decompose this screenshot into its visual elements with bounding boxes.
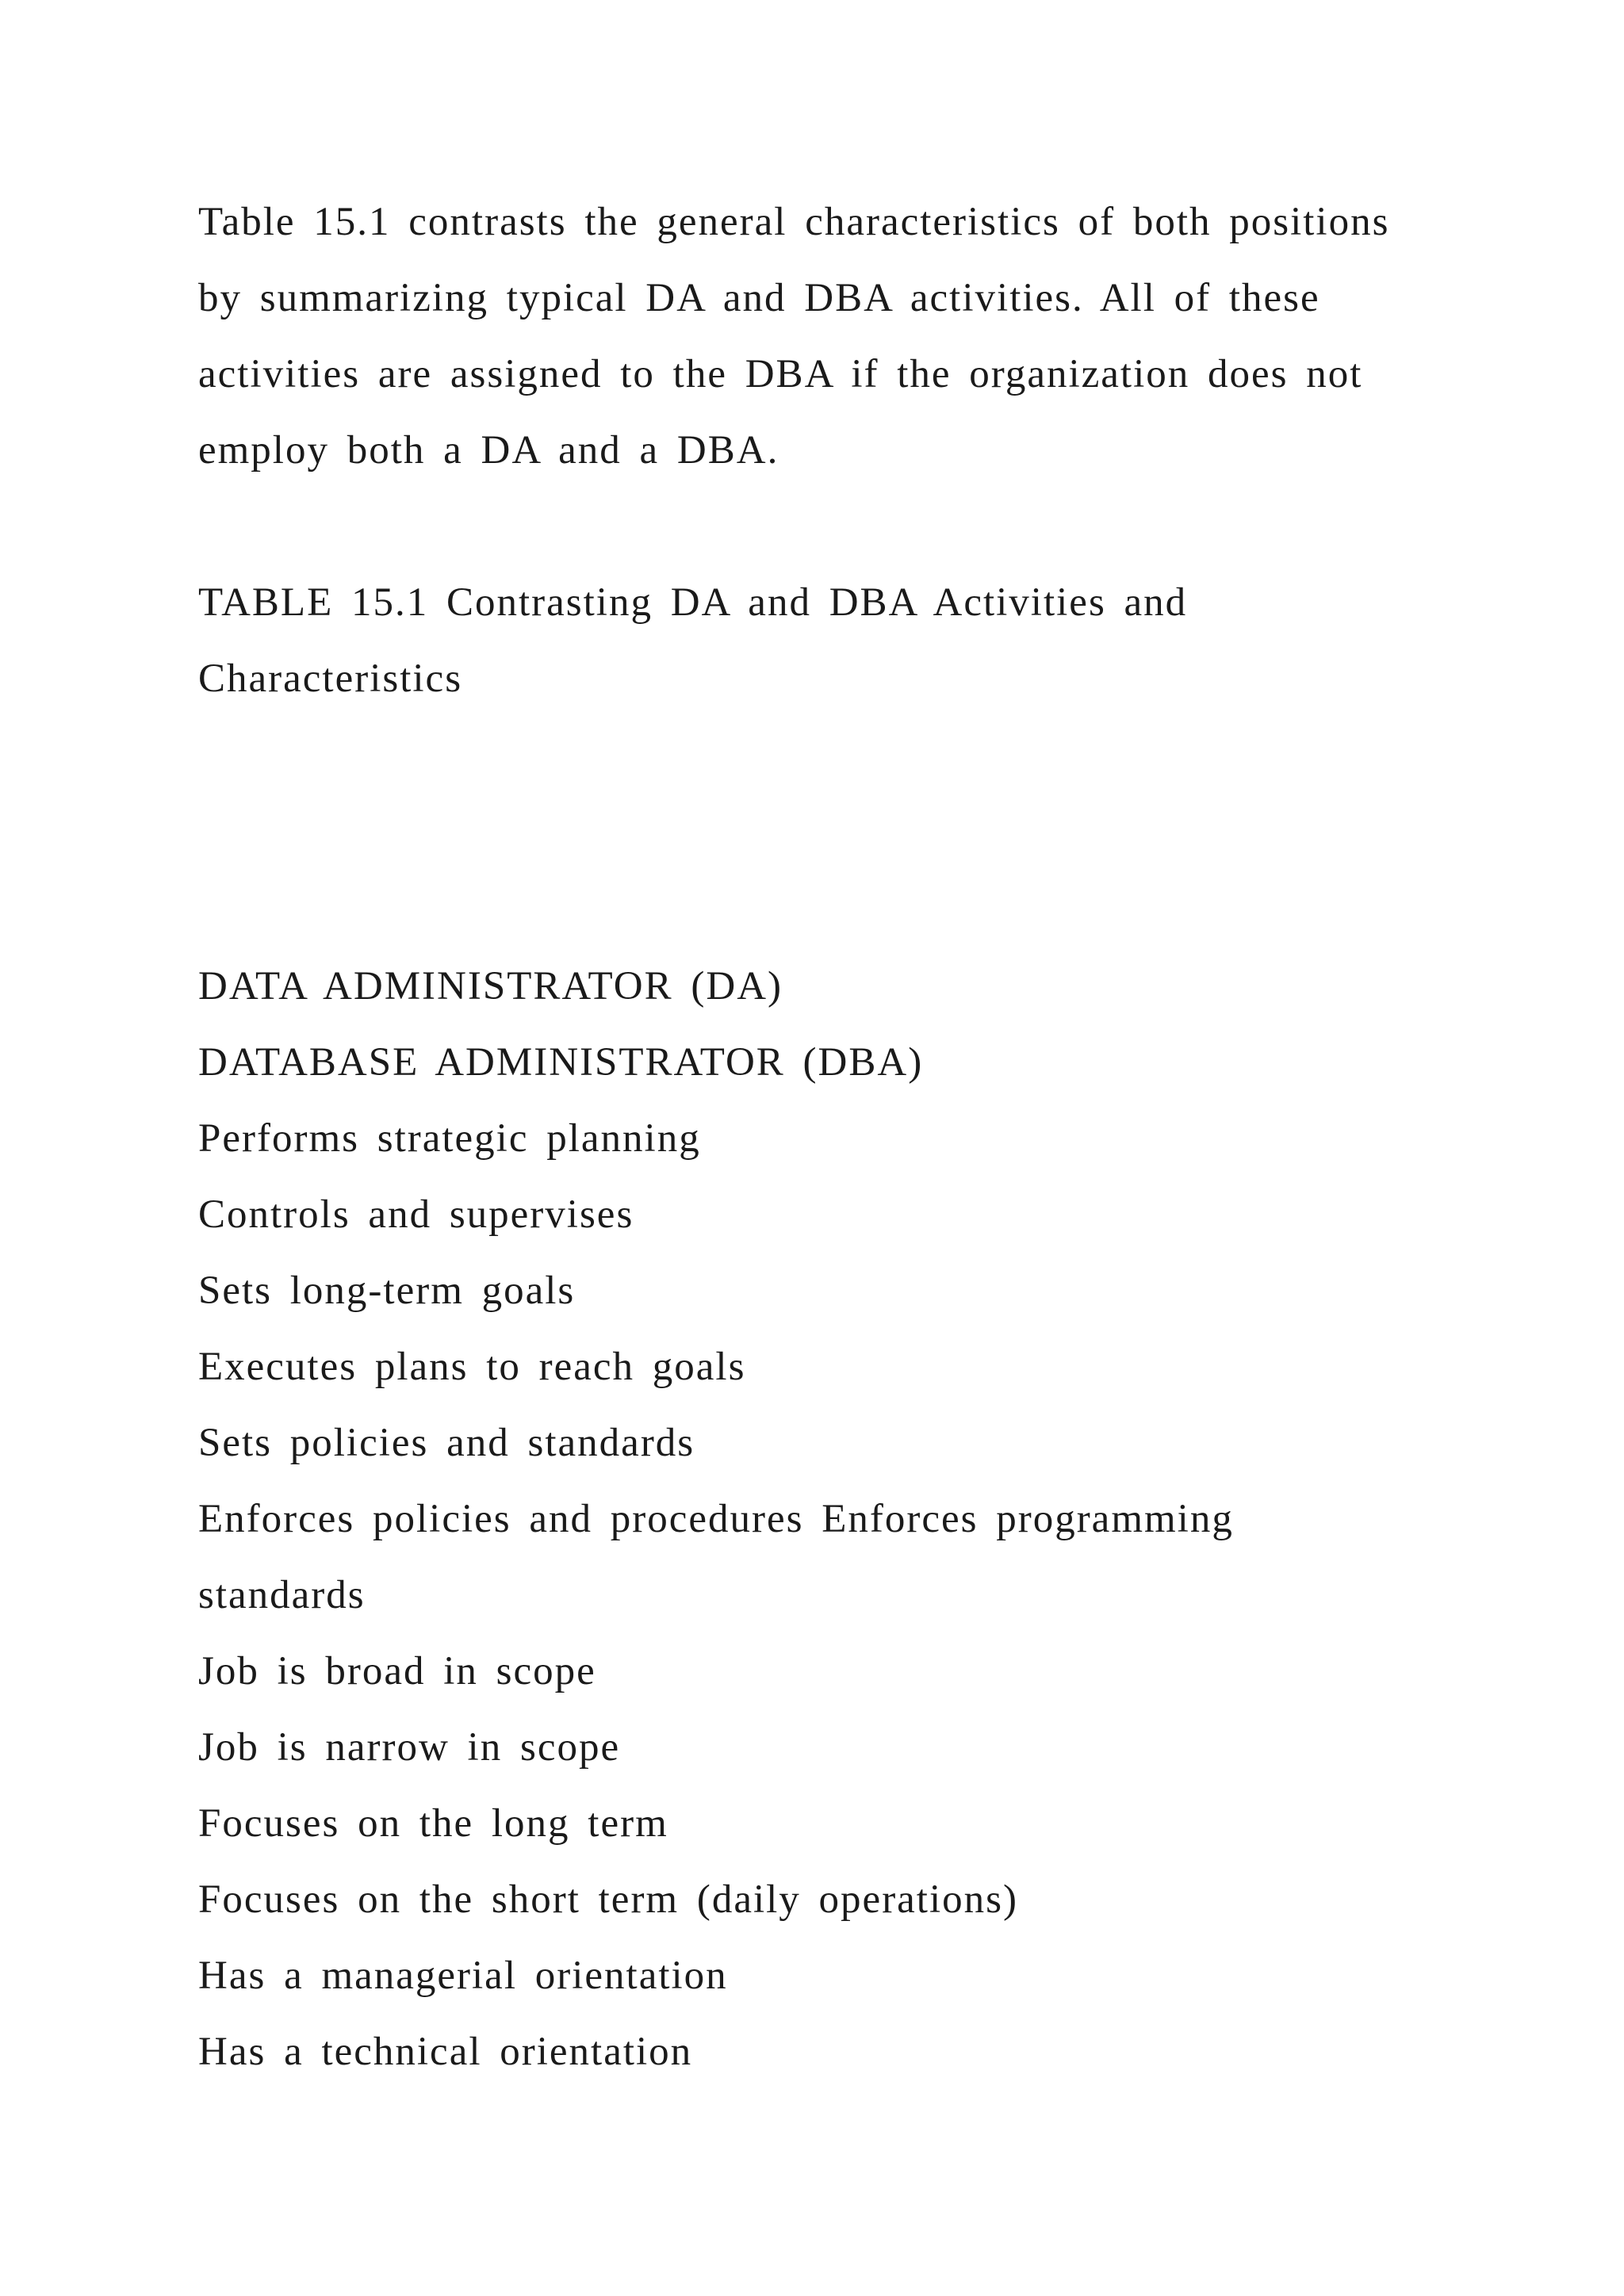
caption-line: TABLE 15.1 Contrasting DA and DBA Activities and bbox=[198, 580, 1188, 625]
table-row: Focuses on the long term bbox=[198, 1801, 668, 1846]
table-row: Executes plans to reach goals bbox=[198, 1345, 746, 1389]
intro-line: employ both a DA and a DBA. bbox=[198, 428, 779, 473]
table-row: Has a managerial orientation bbox=[198, 1954, 728, 1998]
table-header-da: DATA ADMINISTRATOR (DA) bbox=[198, 964, 783, 1008]
intro-line: Table 15.1 contrasts the general characteristics of both positions bbox=[198, 200, 1390, 244]
table-header-dba: DATABASE ADMINISTRATOR (DBA) bbox=[198, 1040, 924, 1085]
intro-line: activities are assigned to the DBA if the organization does not bbox=[198, 352, 1363, 396]
table-row: standards bbox=[198, 1573, 366, 1617]
table-row: Performs strategic planning bbox=[198, 1116, 701, 1161]
intro-line: by summarizing typical DA and DBA activities. All of these bbox=[198, 276, 1320, 320]
table-row: Enforces policies and procedures Enforces programming bbox=[198, 1497, 1234, 1541]
table-row: Sets long-term goals bbox=[198, 1269, 576, 1313]
table-row: Sets policies and standards bbox=[198, 1421, 695, 1465]
table-row: Controls and supervises bbox=[198, 1192, 634, 1237]
table-row: Focuses on the short term (daily operations) bbox=[198, 1877, 1018, 1922]
table-row: Job is broad in scope bbox=[198, 1649, 596, 1693]
table-row: Has a technical orientation bbox=[198, 2030, 693, 2074]
table-row: Job is narrow in scope bbox=[198, 1725, 621, 1770]
caption-line: Characteristics bbox=[198, 656, 463, 701]
